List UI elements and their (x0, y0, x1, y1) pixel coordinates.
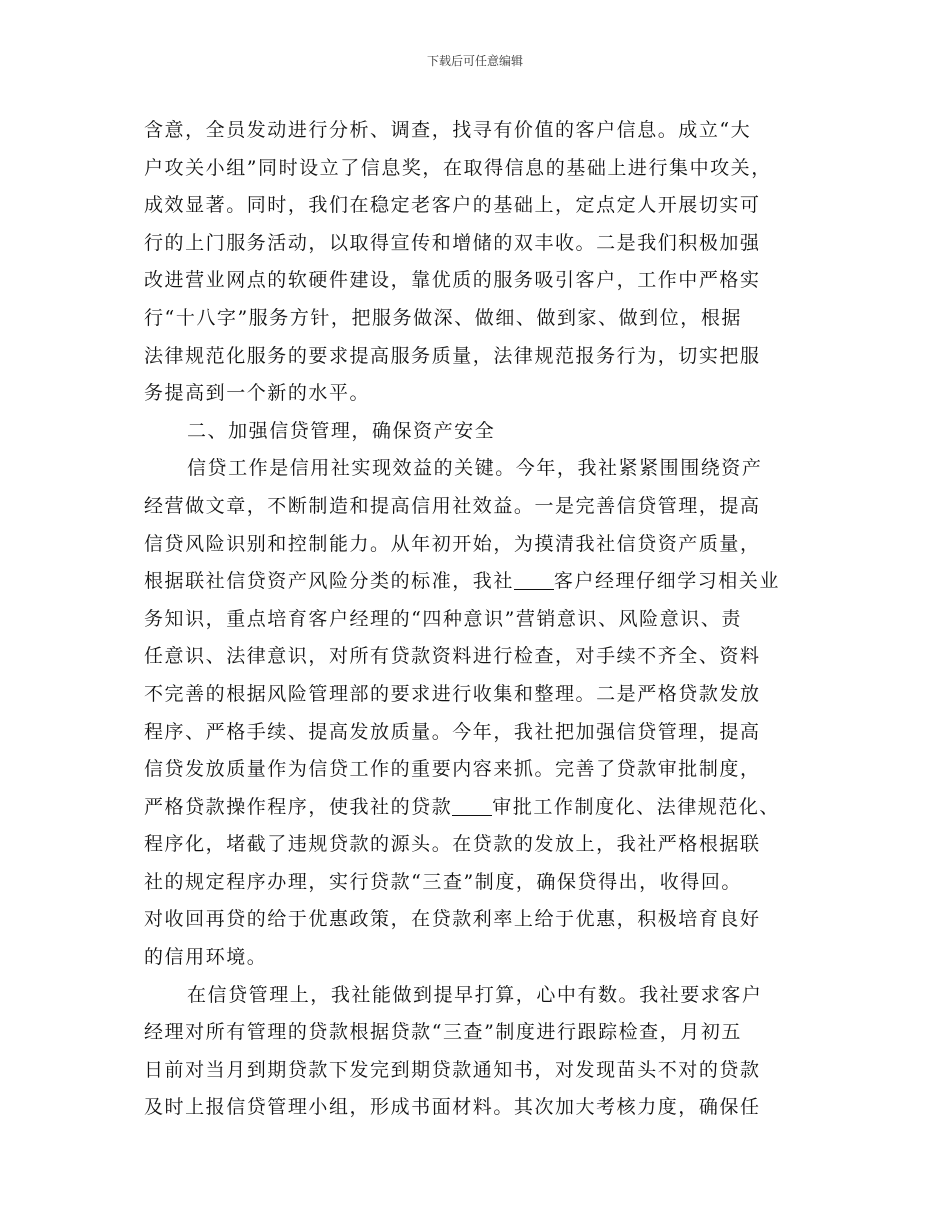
text-line: 信贷工作是信用社实现效益的关键。今年，我社紧紧围围绕资产 (187, 457, 763, 480)
text-line: 及时上报信贷管理小组，形成书面材料。其次加大考核力度，确保任 (144, 1096, 761, 1119)
text-line: 法律规范化服务的要求提高服务质量，法律规范报务行为，切实把服 (144, 344, 761, 367)
text-line: 社的规定程序办理，实行贷款“三查”制度，确保贷得出，收得回。 (144, 870, 742, 893)
text-line: 成效显著。同时，我们在稳定老客户的基础上，定点定人开展切实可 (144, 194, 761, 217)
text-line: 信贷风险识别和控制能力。从年初开始，为摸清我社信贷资产质量， (144, 532, 761, 555)
text-line: 任意识、法律意识，对所有贷款资料进行检查，对手续不齐全、资料 (144, 645, 761, 668)
text-line: 务提高到一个新的水平。 (144, 382, 371, 405)
text-line: 户攻关小组”同时设立了信息奖，在取得信息的基础上进行集中攻关， (144, 156, 772, 179)
blank-underline (452, 793, 492, 816)
blank-underline (514, 567, 554, 590)
text-line: 程序化，堵截了违规贷款的源头。在贷款的发放上，我社严格根据联 (144, 833, 761, 856)
text-line: 经理对所有管理的贷款根据贷款“三查”制度进行跟踪检查，月初五 (144, 1021, 742, 1044)
text-line: 经营做文章，不断制造和提高信用社效益。一是完善信贷管理，提高 (144, 494, 761, 517)
text-line: 的信用环境。 (144, 946, 268, 969)
text-line: 严格贷款操作程序，使我社的贷款 审批工作制度化、法律规范化、 (144, 789, 804, 827)
text-line: 日前对当月到期贷款下发完到期贷款通知书，对发现苗头不对的贷款 (144, 1058, 761, 1081)
section-heading: 二、加强信贷管理，确保资产安全 (187, 419, 496, 442)
text-line: 信贷发放质量作为信贷工作的重要内容来抓。完善了贷款审批制度， (144, 758, 761, 781)
text-line: 不完善的根据风险管理部的要求进行收集和整理。二是严格贷款发放 (144, 682, 761, 705)
text-line: 含意，全员发动进行分析、调查，找寻有价值的客户信息。成立“大 (144, 119, 752, 141)
text-line: 程序、严格手续、提高发放质量。今年，我社把加强信贷管理，提高 (144, 720, 761, 743)
text-line: 对收回再贷的给于优惠政策，在贷款利率上给于优惠，积极培育良好 (144, 908, 761, 931)
page-header: 下载后可任意编辑 (426, 54, 523, 68)
document-body (144, 112, 804, 1127)
text-line: 务知识，重点培育客户经理的“四种意识”营销意识、风险意识、责 (144, 607, 742, 630)
text-line: 根据联社信贷资产风险分类的标准，我社 客户经理仔细学习相关业 (144, 563, 804, 601)
text-line: 改进营业网点的软硬件建设，靠优质的服务吸引客户，工作中严格实 (144, 269, 761, 292)
text-line: 在信贷管理上，我社能做到提早打算，心中有数。我社要求客户 (187, 983, 763, 1006)
text-line: 行的上门服务活动，以取得宣传和增储的双丰收。二是我们积极加强 (144, 231, 761, 254)
text-line: 行“十八字”服务方针，把服务做深、做细、做到家、做到位，根据 (144, 306, 742, 329)
